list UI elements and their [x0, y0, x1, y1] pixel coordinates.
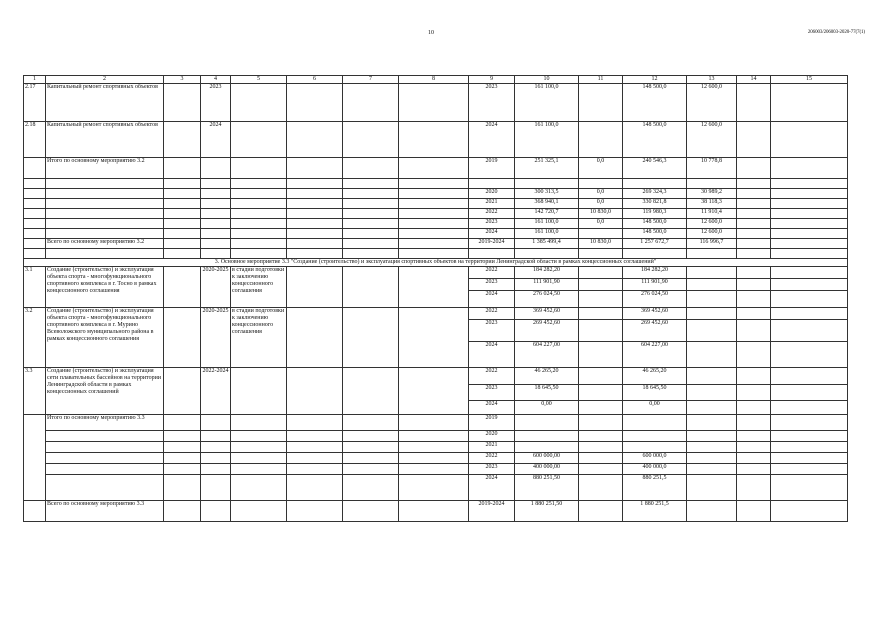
row-total: 604 227,00 — [515, 342, 579, 368]
row-total: 111 901,90 — [515, 279, 579, 291]
column-header: 2 — [46, 76, 164, 84]
program-table — [23, 75, 848, 522]
subtotal-label: Итого по основному мероприятию 3.2 — [46, 158, 164, 179]
column-header: 4 — [201, 76, 231, 84]
row-regional: 148 500,0 — [623, 84, 687, 122]
column-header: 9 — [469, 76, 515, 84]
column-header: 11 — [579, 76, 623, 84]
row-year: 2022 — [469, 453, 515, 464]
row-regional: 111 901,90 — [623, 279, 687, 291]
row-year: 2023 — [469, 320, 515, 342]
row-total: 184 282,20 — [515, 267, 579, 279]
table-row — [24, 464, 848, 475]
table-row — [24, 84, 848, 122]
row-regional: 0,00 — [623, 401, 687, 415]
row-stage: в стадии подготовки к заключению концессионного соглашения — [231, 267, 287, 308]
row-year: 2021 — [469, 199, 515, 209]
table-row — [24, 442, 848, 453]
row-total — [515, 442, 579, 453]
table-row — [24, 267, 848, 279]
column-header: 5 — [231, 76, 287, 84]
section-title: 3. Основное мероприятие 3.3 "Создание (строительство) и эксплуатация спортивных объектов на территории Ленинградской области в рамках концессионных соглашений" — [24, 259, 848, 267]
row-regional: 184 282,20 — [623, 267, 687, 279]
row-regional: 18 645,50 — [623, 385, 687, 401]
table-row — [24, 368, 848, 385]
column-header: 8 — [399, 76, 469, 84]
row-year: 2024 — [469, 475, 515, 501]
row-name: Создание (строительство) и эксплуатация сети плавательных бассейнов на территории Ленинградской области в рамках концессионных соглашений — [46, 368, 164, 415]
row-total: 880 251,50 — [515, 475, 579, 501]
row-total: 369 452,60 — [515, 308, 579, 320]
row-federal: 10 830,0 — [579, 239, 623, 249]
row-year: 2022 — [469, 308, 515, 320]
row-total — [515, 431, 579, 442]
row-period: 2023 — [201, 84, 231, 122]
row-total — [515, 415, 579, 431]
column-header: 12 — [623, 76, 687, 84]
row-regional: 240 546,3 — [623, 158, 687, 179]
row-year: 2019 — [469, 415, 515, 431]
row-year: 2019 — [469, 158, 515, 179]
row-number: 3.1 — [24, 267, 46, 308]
row-year: 2020 — [469, 189, 515, 199]
table-row — [24, 122, 848, 158]
table-row — [24, 453, 848, 464]
table-row — [24, 219, 848, 229]
row-name: Капитальный ремонт спортивных объектов — [46, 122, 164, 158]
row-local: 12 600,0 — [687, 122, 737, 158]
column-header: 1 — [24, 76, 46, 84]
row-number: 2.18 — [24, 122, 46, 158]
table-row — [24, 475, 848, 501]
row-year: 2022 — [469, 209, 515, 219]
total-row — [24, 501, 848, 522]
row-regional — [623, 431, 687, 442]
row-total: 1 385 499,4 — [515, 239, 579, 249]
row-total: 269 452,60 — [515, 320, 579, 342]
row-year: 2019-2024 — [469, 501, 515, 522]
table-row — [24, 209, 848, 219]
row-year: 2021 — [469, 442, 515, 453]
row-number: 3.2 — [24, 308, 46, 368]
row-federal: 10 830,0 — [579, 209, 623, 219]
row-total: 300 313,5 — [515, 189, 579, 199]
row-regional: 148 500,0 — [623, 219, 687, 229]
row-local: 38 118,3 — [687, 199, 737, 209]
section-header-row — [24, 259, 848, 267]
row-regional: 1 257 672,7 — [623, 239, 687, 249]
row-number: 2.17 — [24, 84, 46, 122]
row-year: 2023 — [469, 219, 515, 229]
row-period: 2022-2024 — [201, 368, 231, 415]
row-federal: 0,0 — [579, 189, 623, 199]
row-total: 18 645,50 — [515, 385, 579, 401]
column-header: 7 — [343, 76, 399, 84]
total-label: Всего по основному мероприятию 3.3 — [46, 501, 164, 522]
total-label: Всего по основному мероприятию 3.2 — [46, 239, 164, 249]
total-row — [24, 239, 848, 249]
column-header: 13 — [687, 76, 737, 84]
row-local: 12 600,0 — [687, 219, 737, 229]
row-total: 161 100,0 — [515, 219, 579, 229]
row-year: 2023 — [469, 464, 515, 475]
row-regional: 269 452,60 — [623, 320, 687, 342]
subtotal-row — [24, 158, 848, 179]
row-local: 30 989,2 — [687, 189, 737, 199]
row-total: 400 000,00 — [515, 464, 579, 475]
row-regional: 400 000,0 — [623, 464, 687, 475]
row-year: 2023 — [469, 385, 515, 401]
table-row — [24, 179, 848, 189]
row-period: 2020-2025 — [201, 267, 231, 308]
row-total: 600 000,00 — [515, 453, 579, 464]
row-regional — [623, 415, 687, 431]
row-local: 12 600,0 — [687, 229, 737, 239]
row-regional: 604 227,00 — [623, 342, 687, 368]
row-federal: 0,0 — [579, 199, 623, 209]
row-name: Капитальный ремонт спортивных объектов — [46, 84, 164, 122]
row-year: 2023 — [469, 84, 515, 122]
row-total: 0,00 — [515, 401, 579, 415]
subtotal-label: Итого по основному мероприятию 3.3 — [46, 415, 164, 431]
row-year: 2022 — [469, 267, 515, 279]
table-row — [24, 229, 848, 239]
row-year: 2023 — [469, 279, 515, 291]
row-local: 10 778,8 — [687, 158, 737, 179]
column-header: 3 — [164, 76, 201, 84]
row-year: 2024 — [469, 291, 515, 308]
row-total: 251 325,1 — [515, 158, 579, 179]
row-local: 11 910,4 — [687, 209, 737, 219]
row-total: 368 940,1 — [515, 199, 579, 209]
row-total: 161 100,0 — [515, 229, 579, 239]
row-name: Создание (строительство) и эксплуатация объекта спорта - многофункционального спортивного комплекса в г. Мурино Всеволожского муниципального района в рамках концессионного соглашения — [46, 308, 164, 368]
column-header: 10 — [515, 76, 579, 84]
row-regional — [623, 442, 687, 453]
row-regional: 46 265,20 — [623, 368, 687, 385]
column-header: 15 — [771, 76, 848, 84]
row-stage: в стадии подготовки к заключению концессионного соглашения — [231, 308, 287, 368]
row-total: 142 720,7 — [515, 209, 579, 219]
table-row — [24, 431, 848, 442]
row-regional: 119 980,3 — [623, 209, 687, 219]
row-regional: 330 821,8 — [623, 199, 687, 209]
row-total: 161 100,0 — [515, 84, 579, 122]
row-total: 276 024,50 — [515, 291, 579, 308]
table-row — [24, 308, 848, 320]
row-local: 116 996,7 — [687, 239, 737, 249]
column-header: 6 — [287, 76, 343, 84]
row-year: 2024 — [469, 122, 515, 158]
row-year: 2024 — [469, 401, 515, 415]
page-number: 10 — [428, 30, 434, 36]
row-regional: 276 024,50 — [623, 291, 687, 308]
row-regional: 269 324,3 — [623, 189, 687, 199]
row-regional: 600 000,0 — [623, 453, 687, 464]
table-row — [24, 199, 848, 209]
row-year: 2020 — [469, 431, 515, 442]
row-year: 2024 — [469, 229, 515, 239]
row-regional: 880 251,5 — [623, 475, 687, 501]
row-period: 2020-2025 — [201, 308, 231, 368]
row-period: 2024 — [201, 122, 231, 158]
column-header-row — [24, 76, 848, 84]
table-row — [24, 189, 848, 199]
row-number: 3.3 — [24, 368, 46, 415]
row-regional: 148 500,0 — [623, 229, 687, 239]
document-code: 206003/206003-2020-77(7(1) — [807, 30, 865, 35]
row-regional: 1 880 251,5 — [623, 501, 687, 522]
row-name: Создание (строительство) и эксплуатация объекта спорта - многофункционального спортивного комплекса в г. Тосно в рамках концессионного соглашения — [46, 267, 164, 308]
row-federal: 0,0 — [579, 158, 623, 179]
row-year: 2022 — [469, 368, 515, 385]
row-year: 2024 — [469, 342, 515, 368]
column-header: 14 — [737, 76, 771, 84]
row-year: 2019-2024 — [469, 239, 515, 249]
row-local: 12 600,0 — [687, 84, 737, 122]
table-row — [24, 249, 848, 259]
row-regional: 369 452,60 — [623, 308, 687, 320]
row-federal: 0,0 — [579, 219, 623, 229]
row-total: 46 265,20 — [515, 368, 579, 385]
subtotal-row — [24, 415, 848, 431]
row-total: 1 880 251,50 — [515, 501, 579, 522]
row-regional: 148 500,0 — [623, 122, 687, 158]
row-total: 161 100,0 — [515, 122, 579, 158]
